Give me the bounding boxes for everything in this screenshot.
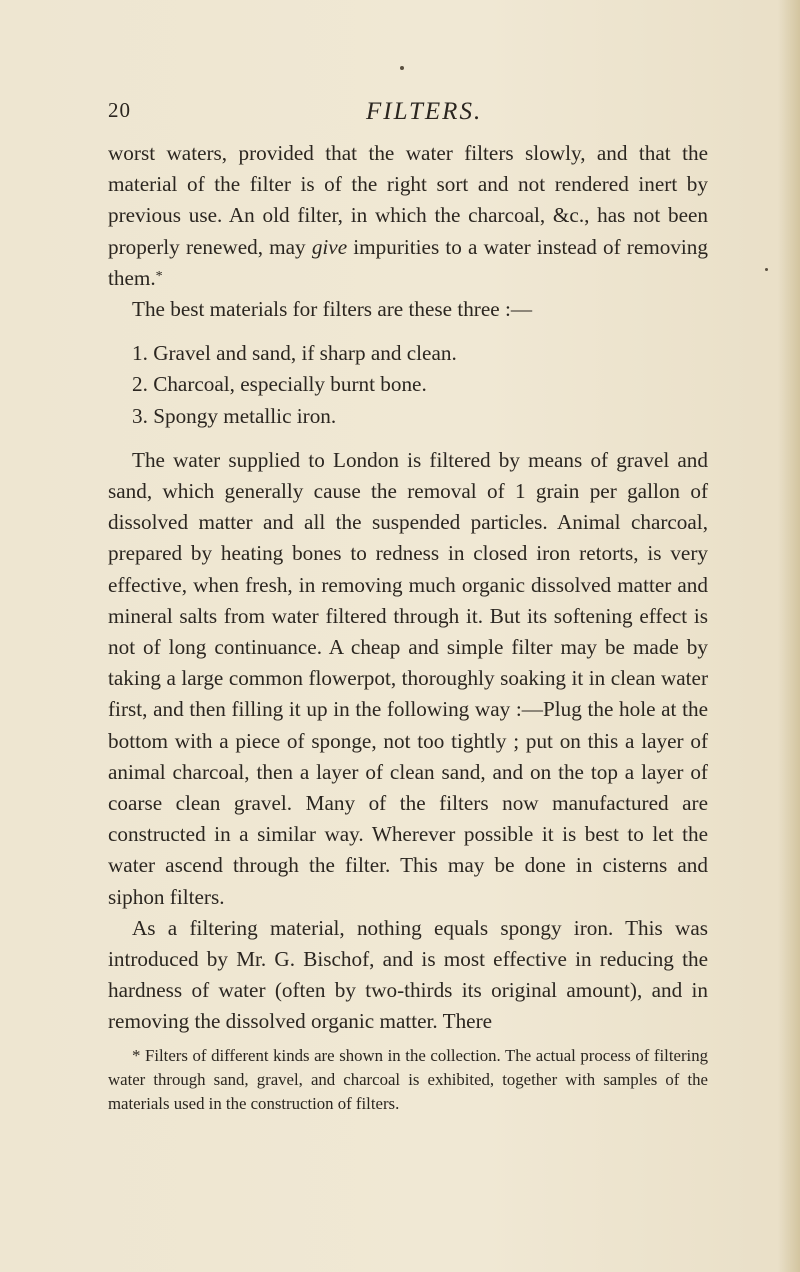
list-item: 2. Charcoal, especially burnt bone. [132,372,427,397]
materials-list [108,338,708,432]
body-text [108,138,708,1038]
paragraph-1: worst waters, provided that the water filters slowly, and that the material of the filter is of the right sort and not rendered inert by previous use. An old filter, in which the charcoal, &c., has not been properly renewed, may give impurities to a water instead of removing them.* [108,141,708,290]
page-number: 20 [108,98,131,122]
ink-speck [765,268,768,271]
paragraph-4: As a filtering material, nothing equals spongy iron. This was introduced by Mr. G. Bischof, and is most effective in reducing the hardness of water (often by two-thirds its original amount), and in removing the dissolved organic matter. There [108,915,708,1034]
running-head: FILTERS. [366,98,483,125]
paragraph-3: The water supplied to London is filtered by means of gravel and sand, which generally cause the removal of 1 grain per gallon of dissolved matter and all the suspended particles. Animal charcoal, prepared by heating bones to redness in closed iron retorts, is very effective, when fresh, in removing much organic dissolved matter and mineral salts from water filtered through it. But its softening effect is not of long continuance. A cheap and simple filter may be made by taking a large common flowerpot, thoroughly soaking it in clean water first, and then filling it up in the following way :—Plug the hole at the bottom with a piece of sponge, not too tightly ; put on this a layer of animal charcoal, then a layer of clean sand, and on the top a layer of coarse clean gravel. Many of the filters now manufactured are constructed in a similar way. Wherever possible it is best to let the water ascend through the filter. This may be done in cisterns and siphon filters. [108,447,708,909]
list-item: 1. Gravel and sand, if sharp and clean. [132,341,457,366]
list-item: 3. Spongy metallic iron. [132,403,337,428]
page-header [108,98,708,132]
footnote-asterisk: * [132,1046,141,1065]
paragraph-2: The best materials for filters are these three :— [132,297,533,322]
footnote [108,1044,708,1116]
footnote-text: Filters of different kinds are shown in the collection. The actual process of filtering water through sand, gravel, and charcoal is exhibited, together with samples of the materials used in the construction of filters. [108,1046,708,1113]
ink-speck [400,66,404,70]
footnote-mark: * [155,268,163,284]
italic-give: give [311,234,348,259]
page-edge-shadow [778,0,800,1272]
